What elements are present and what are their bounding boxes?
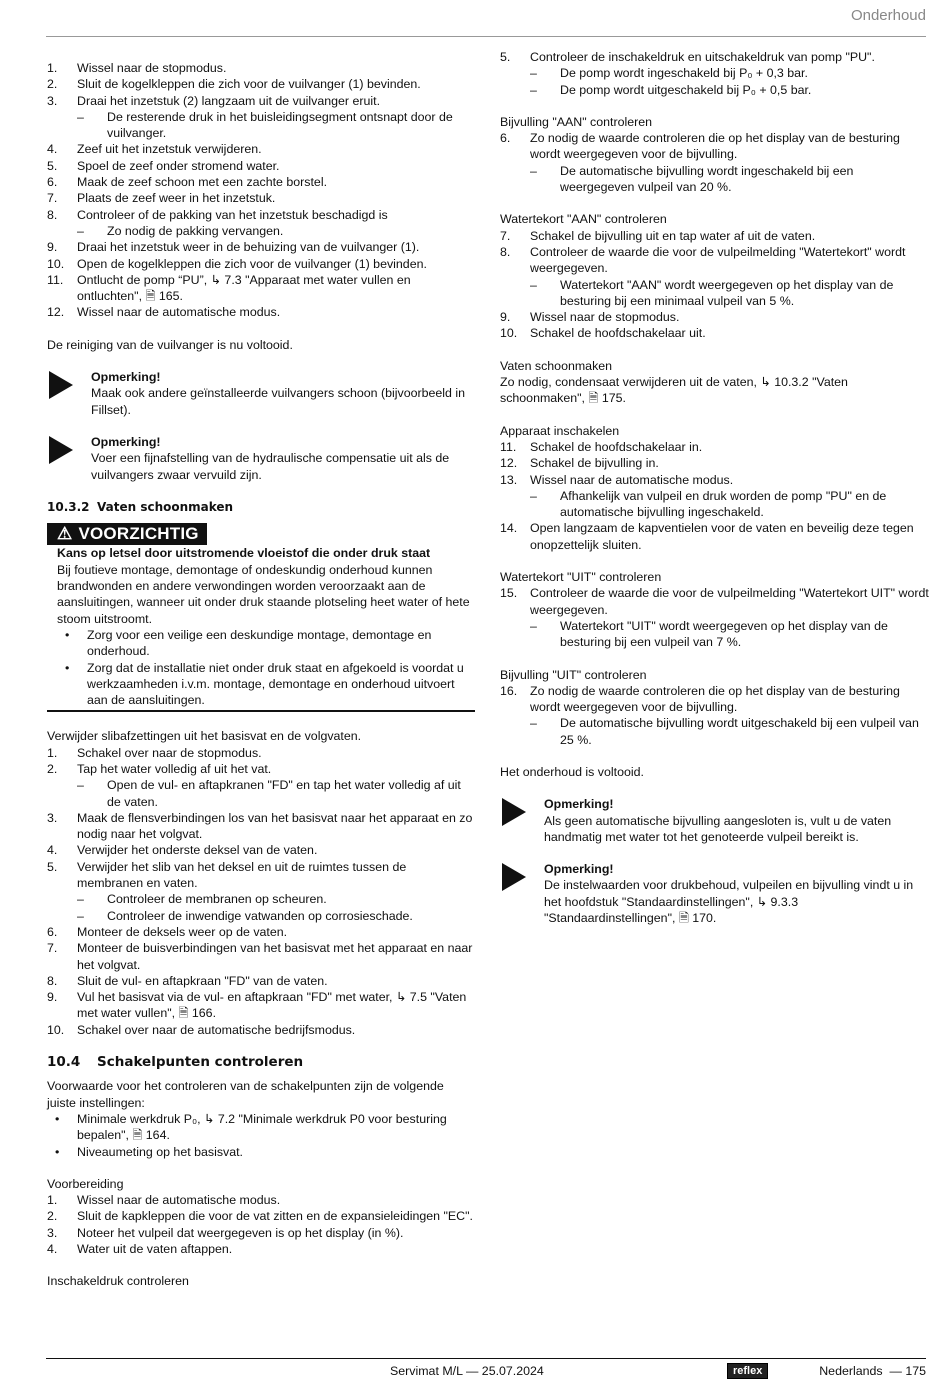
step-number: 9. [500, 310, 511, 325]
result-item [47, 908, 475, 924]
step-number: 11. [47, 272, 64, 287]
section-title: Vaten schoonmaken [97, 499, 234, 514]
dash-marker: – [530, 82, 537, 97]
step-text: Wissel naar de stopmodus. [77, 61, 227, 75]
note-text: Voer een fijnafstelling van de hydraulische compensatie uit als de vuilvangers zwaar vervuild zijn. [91, 451, 450, 482]
result-item [500, 277, 930, 310]
step-number: 1. [47, 61, 58, 75]
note-title: Opmerking! [91, 434, 161, 449]
result-item [500, 488, 930, 521]
step-number: 1. [47, 1193, 58, 1208]
prerequisite-bullet-list [47, 1111, 475, 1160]
step-number: 15. [500, 586, 518, 601]
step-item [500, 520, 930, 553]
step-text: Vul het basisvat via de vul- en aftapkraan "FD" met water, ↳ 7.5 "Vaten met water vullen", 🗎 166. [77, 990, 467, 1021]
step-item [500, 439, 930, 455]
dash-marker: – [530, 66, 537, 81]
step-item [47, 859, 475, 892]
step-text: De automatische bijvulling wordt ingeschakeld bij een weergegeven vulpeil van 20 %. [560, 163, 854, 195]
result-item [500, 618, 930, 651]
steps-strainer-list [47, 60, 475, 321]
dash-marker: – [530, 716, 537, 731]
warning-bullet-list [57, 627, 475, 708]
step-item [47, 1225, 475, 1241]
bullet-text: Minimale werkdruk P₀, ↳ 7.2 "Minimale werkdruk P0 voor besturing bepalen", 🗎 164. [77, 1111, 447, 1143]
step-text: Controleer de inwendige vatwanden op corrosieschade. [107, 908, 413, 923]
note-box [47, 369, 475, 418]
result-item [500, 65, 930, 81]
step-number: 9. [47, 240, 58, 255]
step-number: 6. [47, 175, 58, 190]
step-item [500, 472, 930, 488]
warning-badge [47, 523, 207, 545]
step-item [47, 207, 475, 223]
warning-label: VOORZICHTIG [78, 524, 199, 544]
step-text: Monteer de buisverbindingen van het basisvat met het apparaat en naar het volgvat. [77, 941, 473, 972]
note-text: De instelwaarden voor drukbehoud, vulpeilen en bijvulling vindt u in het hoofdstuk "Standaardinstellingen", ↳ 9.3.3 "Standaardinstellingen", 🗎 170. [544, 878, 914, 926]
step-text: Open de kogelkleppen die zich voor de vuilvanger (1) bevinden. [77, 256, 427, 271]
page-header-title: Onderhoud [850, 7, 926, 24]
step-text: Wissel naar de automatische modus. [530, 472, 734, 487]
dash-marker: – [77, 908, 84, 923]
step-text: Zeef uit het inzetstuk verwijderen. [77, 142, 262, 157]
step-text: Verwijder het slib van het deksel en uit de ruimtes tussen de membranen en vaten. [77, 859, 407, 891]
step-text: Zo nodig de pakking vervangen. [107, 223, 284, 238]
step-number: 5. [47, 158, 58, 173]
step-number: 8. [47, 973, 58, 988]
bullet-icon: • [55, 1111, 60, 1126]
note-title: Opmerking! [91, 370, 161, 385]
result-item [47, 777, 475, 810]
step-text: Schakel de hoofdschakelaar in. [530, 439, 703, 454]
step-text: Schakel de bijvulling in. [530, 456, 659, 471]
strainer-done-text: De reiniging van de vuilvanger is nu voltooid. [47, 337, 293, 352]
step-item [47, 940, 475, 973]
vessel-cleaning-heading: Vaten schoonmaken [500, 358, 613, 373]
step-item [47, 842, 475, 858]
dash-marker: – [530, 277, 537, 292]
bullet-text: Zorg voor een veilige een deskundige montage, demontage en onderhoud. [87, 627, 432, 659]
step-number: 7. [47, 191, 58, 206]
step-text: Schakel over naar de stopmodus. [77, 745, 262, 760]
step-item [47, 1192, 475, 1208]
step-item [47, 239, 475, 255]
step-text: Tap het water volledig af uit het vat. [77, 761, 272, 776]
step-text: Noteer het vulpeil dat weergegeven is op het display (in %). [77, 1225, 404, 1240]
step-item [47, 304, 475, 320]
step-number: 10. [47, 256, 65, 271]
dash-marker: – [77, 223, 84, 238]
bullet-icon: • [55, 1144, 60, 1159]
dash-marker: – [77, 892, 84, 907]
step-number: 3. [47, 810, 58, 825]
step-text: De pomp wordt uitgeschakeld bij P₀ + 0,5 bar. [560, 82, 812, 97]
step-item [47, 1208, 475, 1224]
steps-device-on-list [500, 439, 930, 553]
step-number: 11. [500, 439, 517, 454]
footer-document-info: Servimat M/L — 25.07.2024 [390, 1364, 544, 1378]
dash-marker: – [530, 618, 537, 633]
step-number: 13. [500, 472, 518, 487]
section-number: 10.4 [47, 1054, 81, 1071]
step-text: Spoel de zeef onder stromend water. [77, 158, 280, 173]
step-item [500, 228, 930, 244]
footer-page-number: Nederlands — 175 [819, 1364, 926, 1378]
step-text: Schakel over naar de automatische bedrijfsmodus. [77, 1022, 356, 1037]
step-item [47, 745, 475, 761]
step-item [47, 761, 475, 777]
step-number: 4. [47, 142, 58, 157]
step-number: 6. [500, 131, 511, 146]
steps-vessel-cleaning-list [47, 745, 475, 1038]
step-text: Wissel naar de automatische modus. [77, 305, 281, 320]
step-item [500, 325, 930, 341]
step-number: 6. [47, 924, 58, 939]
result-item [47, 109, 475, 142]
step-number: 4. [47, 1242, 58, 1256]
step-item [47, 272, 475, 305]
step-text: Open de vul- en aftapkranen "FD" en tap het water volledig af uit de vaten. [107, 778, 461, 809]
note-box [500, 861, 930, 926]
footer-divider [46, 1358, 926, 1359]
step-item [47, 76, 475, 92]
step-number: 7. [500, 228, 511, 243]
section-heading-10-3-2 [47, 499, 475, 515]
step-text: Sluit de kogelkleppen die zich voor de vuilvanger (1) bevinden. [77, 77, 421, 92]
step-text: Schakel de bijvulling uit en tap water af uit de vaten. [530, 228, 816, 243]
section-number: 10.3.2 [47, 499, 90, 514]
vessel-cleaning-text: Zo nodig, condensaat verwijderen uit de vaten, ↳ 10.3.2 "Vaten schoonmaken", 🗎 175. [500, 375, 848, 406]
warning-box [47, 545, 475, 712]
step-text: Wissel naar de stopmodus. [530, 310, 680, 325]
section-heading-10-4 [47, 1054, 475, 1070]
step-number: 12. [500, 456, 518, 471]
step-number: 10. [500, 326, 518, 341]
arrow-right-icon [502, 798, 526, 826]
step-item [47, 256, 475, 272]
step-number: 2. [47, 77, 58, 92]
prerequisite-text: Voorwaarde voor het controleren van de schakelpunten zijn de volgende juiste instellingen: [47, 1079, 444, 1110]
step-item [500, 585, 930, 618]
section-title: Schakelpunten controleren [97, 1054, 304, 1071]
refill-on-heading: Bijvulling "AAN" controleren [500, 114, 653, 129]
dash-marker: – [77, 778, 84, 793]
note-text: Als geen automatische bijvulling aangesloten is, vult u de vaten handmatig met water tot het genoteerde vulpeil bereikt is. [544, 813, 892, 844]
step-item [500, 130, 930, 163]
step-number: 16. [500, 683, 518, 698]
result-item [47, 891, 475, 907]
step-number: 7. [47, 941, 58, 956]
step-item [47, 174, 475, 190]
step-text: Sluit de kapkleppen die voor de vat zitten en de expansieleidingen "EC". [77, 1209, 473, 1224]
steps-pump-pressure-list [500, 49, 930, 98]
bullet-icon: • [65, 660, 70, 675]
step-text: Controleer de inschakeldruk en uitschakeldruk van pomp "PU". [530, 50, 875, 64]
step-number: 8. [500, 244, 511, 259]
steps-water-shortage-off-list [500, 585, 930, 650]
preparation-heading: Voorbereiding [47, 1176, 124, 1191]
step-text: Controleer de waarde die voor de vulpeilmelding "Watertekort UIT" wordt weergegeven. [530, 586, 929, 617]
step-number: 2. [47, 1209, 58, 1224]
refill-off-heading: Bijvulling "UIT" controleren [500, 667, 647, 682]
right-column [500, 49, 930, 926]
step-item [47, 810, 475, 843]
warning-triangle-icon: ⚠ [57, 524, 73, 544]
step-text: Plaats de zeef weer in het inzetstuk. [77, 191, 276, 206]
step-number: 5. [500, 50, 511, 64]
step-text: Ontlucht de pomp “PU”, ↳ 7.3 "Apparaat met water vullen en ontluchten", 🗎 165. [77, 272, 411, 304]
bullet-item [57, 627, 475, 660]
step-number: 8. [47, 207, 58, 222]
bullet-item [47, 1111, 475, 1144]
step-number: 12. [47, 305, 65, 320]
arrow-right-icon [49, 371, 73, 399]
step-text: Watertekort "AAN" wordt weergegeven op het display van de besturing bij een minimaal vulpeil van 5 %. [560, 277, 894, 308]
step-item [500, 244, 930, 277]
step-item [47, 60, 475, 76]
switch-on-pressure-heading: Inschakeldruk controleren [47, 1274, 189, 1289]
step-text: Sluit de vul- en aftapkraan "FD" van de vaten. [77, 973, 328, 988]
step-item [47, 973, 475, 989]
step-text: De automatische bijvulling wordt uitgeschakeld bij een vulpeil van 25 %. [560, 716, 919, 747]
step-text: Maak de zeef schoon met een zachte borstel. [77, 175, 328, 190]
note-title: Opmerking! [544, 862, 614, 877]
step-text: Afhankelijk van vulpeil en druk worden de pomp "PU" en de automatische bijvulling ingeschakeld. [560, 488, 887, 520]
steps-water-shortage-on-list [500, 228, 930, 342]
result-item [500, 163, 930, 196]
result-item [47, 223, 475, 239]
reflex-logo: reflex [727, 1363, 768, 1379]
step-number: 1. [47, 745, 58, 760]
bullet-item [47, 1144, 475, 1160]
maintenance-done-text: Het onderhoud is voltooid. [500, 764, 644, 779]
step-text: Draai het inzetstuk (2) langzaam uit de vuilvanger eruit. [77, 93, 381, 108]
note-title: Opmerking! [544, 797, 614, 812]
warning-title: Kans op letsel door uitstromende vloeistof die onder druk staat [57, 546, 431, 561]
step-item [47, 1022, 475, 1038]
step-text: Open langzaam de kapventielen voor de vaten en beveilig deze tegen onopzettelijk sluiten. [530, 521, 914, 552]
result-item [500, 715, 930, 748]
step-number: 10. [47, 1022, 65, 1037]
left-column [47, 60, 475, 1290]
arrow-right-icon [502, 863, 526, 891]
step-text: Zo nodig de waarde controleren die op het display van de besturing wordt weergegeven voor de bijvulling. [530, 683, 900, 715]
step-text: Draai het inzetstuk weer in de behuizing van de vuilvanger (1). [77, 240, 420, 255]
note-text: Maak ook andere geïnstalleerde vuilvangers schoon (bijvoorbeeld in Fillset). [91, 386, 466, 417]
step-text: Schakel de hoofdschakelaar uit. [530, 326, 706, 341]
step-item [47, 158, 475, 174]
step-item [500, 49, 930, 65]
step-text: Controleer de waarde die voor de vulpeilmelding "Watertekort" wordt weergegeven. [530, 244, 906, 276]
step-text: Controleer of de pakking van het inzetstuk beschadigd is [77, 207, 388, 222]
step-item [47, 989, 475, 1022]
device-on-heading: Apparaat inschakelen [500, 423, 620, 438]
result-item [500, 82, 930, 98]
arrow-right-icon [49, 436, 73, 464]
step-text: Monteer de deksels weer op de vaten. [77, 924, 288, 939]
step-text: Zo nodig de waarde controleren die op het display van de besturing wordt weergegeven voor de bijvulling. [530, 131, 900, 162]
steps-preparation-list [47, 1192, 475, 1257]
step-item [47, 141, 475, 157]
step-item [500, 309, 930, 325]
step-number: 9. [47, 990, 58, 1005]
bullet-icon: • [65, 627, 70, 642]
bullet-text: Niveaumeting op het basisvat. [77, 1144, 243, 1159]
step-item [47, 924, 475, 940]
step-item [500, 683, 930, 716]
note-box [500, 796, 930, 845]
step-text: De pomp wordt ingeschakeld bij P₀ + 0,3 bar. [560, 66, 808, 81]
steps-refill-on-list [500, 130, 930, 195]
step-item [47, 190, 475, 206]
header-divider [46, 36, 926, 37]
step-number: 5. [47, 859, 58, 874]
dash-marker: – [530, 488, 537, 503]
dash-marker: – [530, 163, 537, 178]
warning-text: Bij foutieve montage, demontage of ondeskundig onderhoud kunnen brandwonden en andere verwondingen worden veroorzaakt aan de aansluitingen, wanneer uit onder druk staande plotseling heet water of hete stoom uitstroomt. [57, 562, 470, 626]
step-number: 14. [500, 521, 518, 536]
step-text: Watertekort "UIT" wordt weergegeven op het display van de besturing bij een vulpeil van 7 %. [560, 618, 888, 650]
bullet-item [57, 660, 475, 709]
dash-marker: – [77, 109, 84, 124]
step-item [47, 93, 475, 109]
water-shortage-off-heading: Watertekort "UIT" controleren [500, 570, 662, 585]
step-number: 4. [47, 843, 58, 858]
step-number: 2. [47, 761, 58, 776]
step-text: Controleer de membranen op scheuren. [107, 892, 327, 907]
step-text: Water uit de vaten aftappen. [77, 1242, 233, 1256]
step-text: Verwijder het onderste deksel van de vaten. [77, 843, 318, 858]
step-number: 3. [47, 93, 58, 108]
steps-refill-off-list [500, 683, 930, 748]
bullet-text: Zorg dat de installatie niet onder druk staat en afgekoeld is voordat u werkzaamheden i.v.m. montage, demontage en onderhoud uitvoert aan de aansluitingen. [87, 660, 464, 708]
step-text: Wissel naar de automatische modus. [77, 1193, 281, 1208]
sludge-intro-text: Verwijder slibafzettingen uit het basisvat en de volgvaten. [47, 729, 362, 744]
step-text: Maak de flensverbindingen los van het basisvat naar het apparaat en zo nodig naar het volgvat. [77, 810, 473, 842]
step-item [47, 1241, 475, 1257]
water-shortage-on-heading: Watertekort "AAN" controleren [500, 212, 667, 227]
step-number: 3. [47, 1225, 58, 1240]
note-box [47, 434, 475, 483]
step-item [500, 455, 930, 471]
step-text: De resterende druk in het buisleidingsegment ontsnapt door de vuilvanger. [107, 109, 453, 141]
